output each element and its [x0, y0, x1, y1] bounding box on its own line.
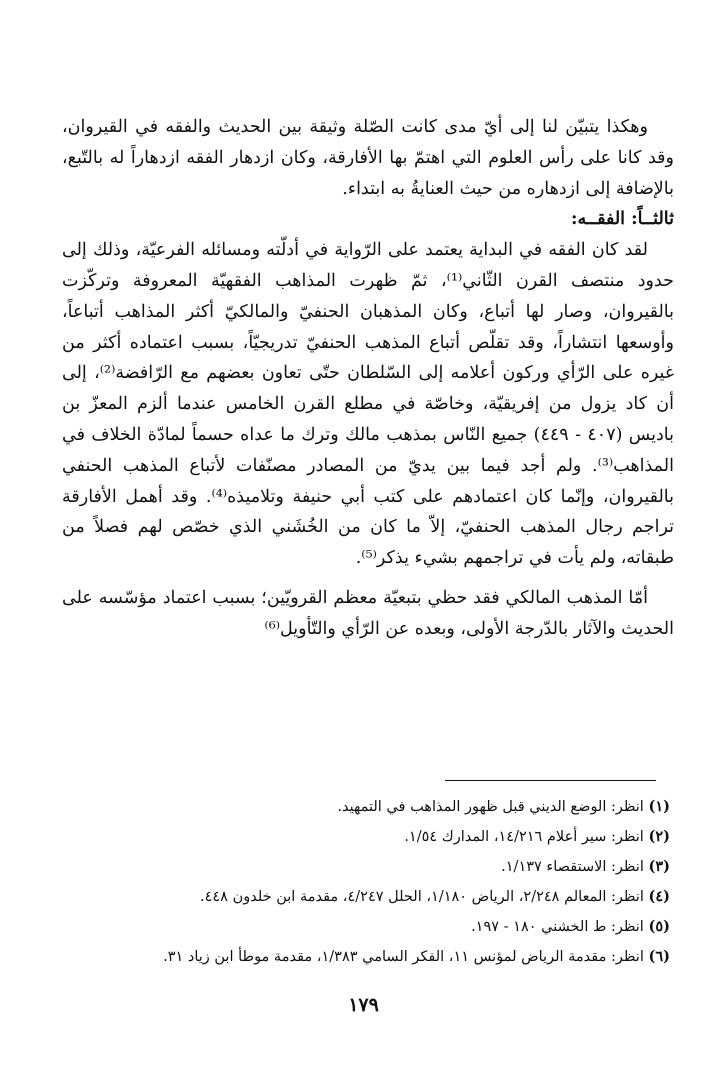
footnote-number: (٥): [648, 918, 670, 935]
footnote: [58, 792, 670, 822]
footnote-text: انظر: الوضع الديني قبل ظهور المذاهب في التمهيد.: [337, 799, 644, 815]
footnote-number: (٣): [648, 858, 670, 875]
footnote-text: انظر: مقدمة الرياض لمؤنس ١١، الفكر السامي ١/٣٨٣، مقدمة موطأ ابن زياد ٣١.: [163, 949, 644, 965]
paragraph-2: لقد كان الفقه في البداية يعتمد على الرّواية في أدلّته ومسائله الفرعيّة، وذلك إلى حدود منتصف القرن الثّاني⁽¹⁾، ثمّ ظهرت المذاهب الفقهيّة المعروفة وتركّزت بالقيروان، وصار لها أتباع، وكان المذهبان الحنفيّ والمالكيّ أكثر المذاهب أتباعاً، وأوسعها انتشاراً، وقد تقلّص أتباع المذهب الحنفيّ تدريجيّاً، بسبب اعتماده أكثر من غيره على الرّأي وركون أعلامه إلى السّلطان حتّى تعاون بعضهم مع الرّافضة⁽²⁾، إلى أن كاد يزول من إفريقيّة، وخاصّة في مطلع القرن الخامس عندما ألزم المعزّ بن باديس (٤٠٧ - ٤٤٩) جميع النّاس بمذهب مالك وترك ما عداه حسماً لمادّة الخلاف في المذاهب⁽³⁾. ولم أجد فيما بين يديّ من المصادر مصنّفات لأتباع المذهب الحنفي بالقيروان، وإنّما كان اعتمادهم على كتب أبي حنيفة وتلاميذه⁽⁴⁾. وقد أهمل الأفارقة تراجم رجال المذهب الحنفيّ، إلاّ ما كان من الخُشَني الذي خصّص لهم فصلاً من طبقاته، ولم يأت في تراجمهم بشيء يذكر⁽⁵⁾.: [62, 240, 674, 569]
footnote-text: انظر: سير أعلام ١٤/٢١٦، المدارك ١/٥٤.: [404, 829, 644, 845]
section-heading: ثالثــاً: الفقــه:: [571, 209, 674, 230]
footnote-text: انظر: الاستقصاء ١/١٣٧.: [501, 859, 644, 875]
footnote-number: (٤): [648, 888, 670, 905]
footnote-text: انظر: المعالم ٢/٢٤٨، الرياض ١/١٨٠، الحلل ٤/٢٤٧، مقدمة ابن خلدون ٤٤٨.: [200, 889, 644, 905]
paragraph-3: أمّا المذهب المالكي فقد حظي بتبعيّة معظم القرويّين؛ بسبب اعتماد مؤسّسه على الحديث والآثار بالدّرجة الأولى، وبعده عن الرّأي والتّأويل⁽⁶⁾: [62, 587, 674, 639]
footnote-number: (٦): [648, 948, 670, 965]
footnote: [58, 912, 670, 942]
footnote: [58, 852, 670, 882]
footnotes: [58, 792, 670, 972]
footnote: [58, 942, 670, 972]
footnote-number: (١): [648, 798, 670, 815]
footnote-number: (٢): [648, 828, 670, 845]
footnote: [58, 882, 670, 912]
footnote: [58, 822, 670, 852]
page-number: ١٧٩: [348, 994, 379, 1016]
paragraph-1: وهكذا يتبيّن لنا إلى أيّ مدى كانت الصّلة وثيقة بين الحديث والفقه في القيروان، وقد كانا على رأس العلوم التي اهتمّ بها الأفارقة، وكان ازدهار الفقه ازدهاراً له بالتّبع، بالإضافة إلى ازدهاره من حيث العنايةُ به ابتداء.: [62, 117, 674, 199]
footnote-text: انظر: ط الخشني ١٨٠ - ١٩٧.: [471, 919, 644, 935]
footnote-separator: [445, 780, 656, 781]
main-text: [62, 112, 674, 645]
